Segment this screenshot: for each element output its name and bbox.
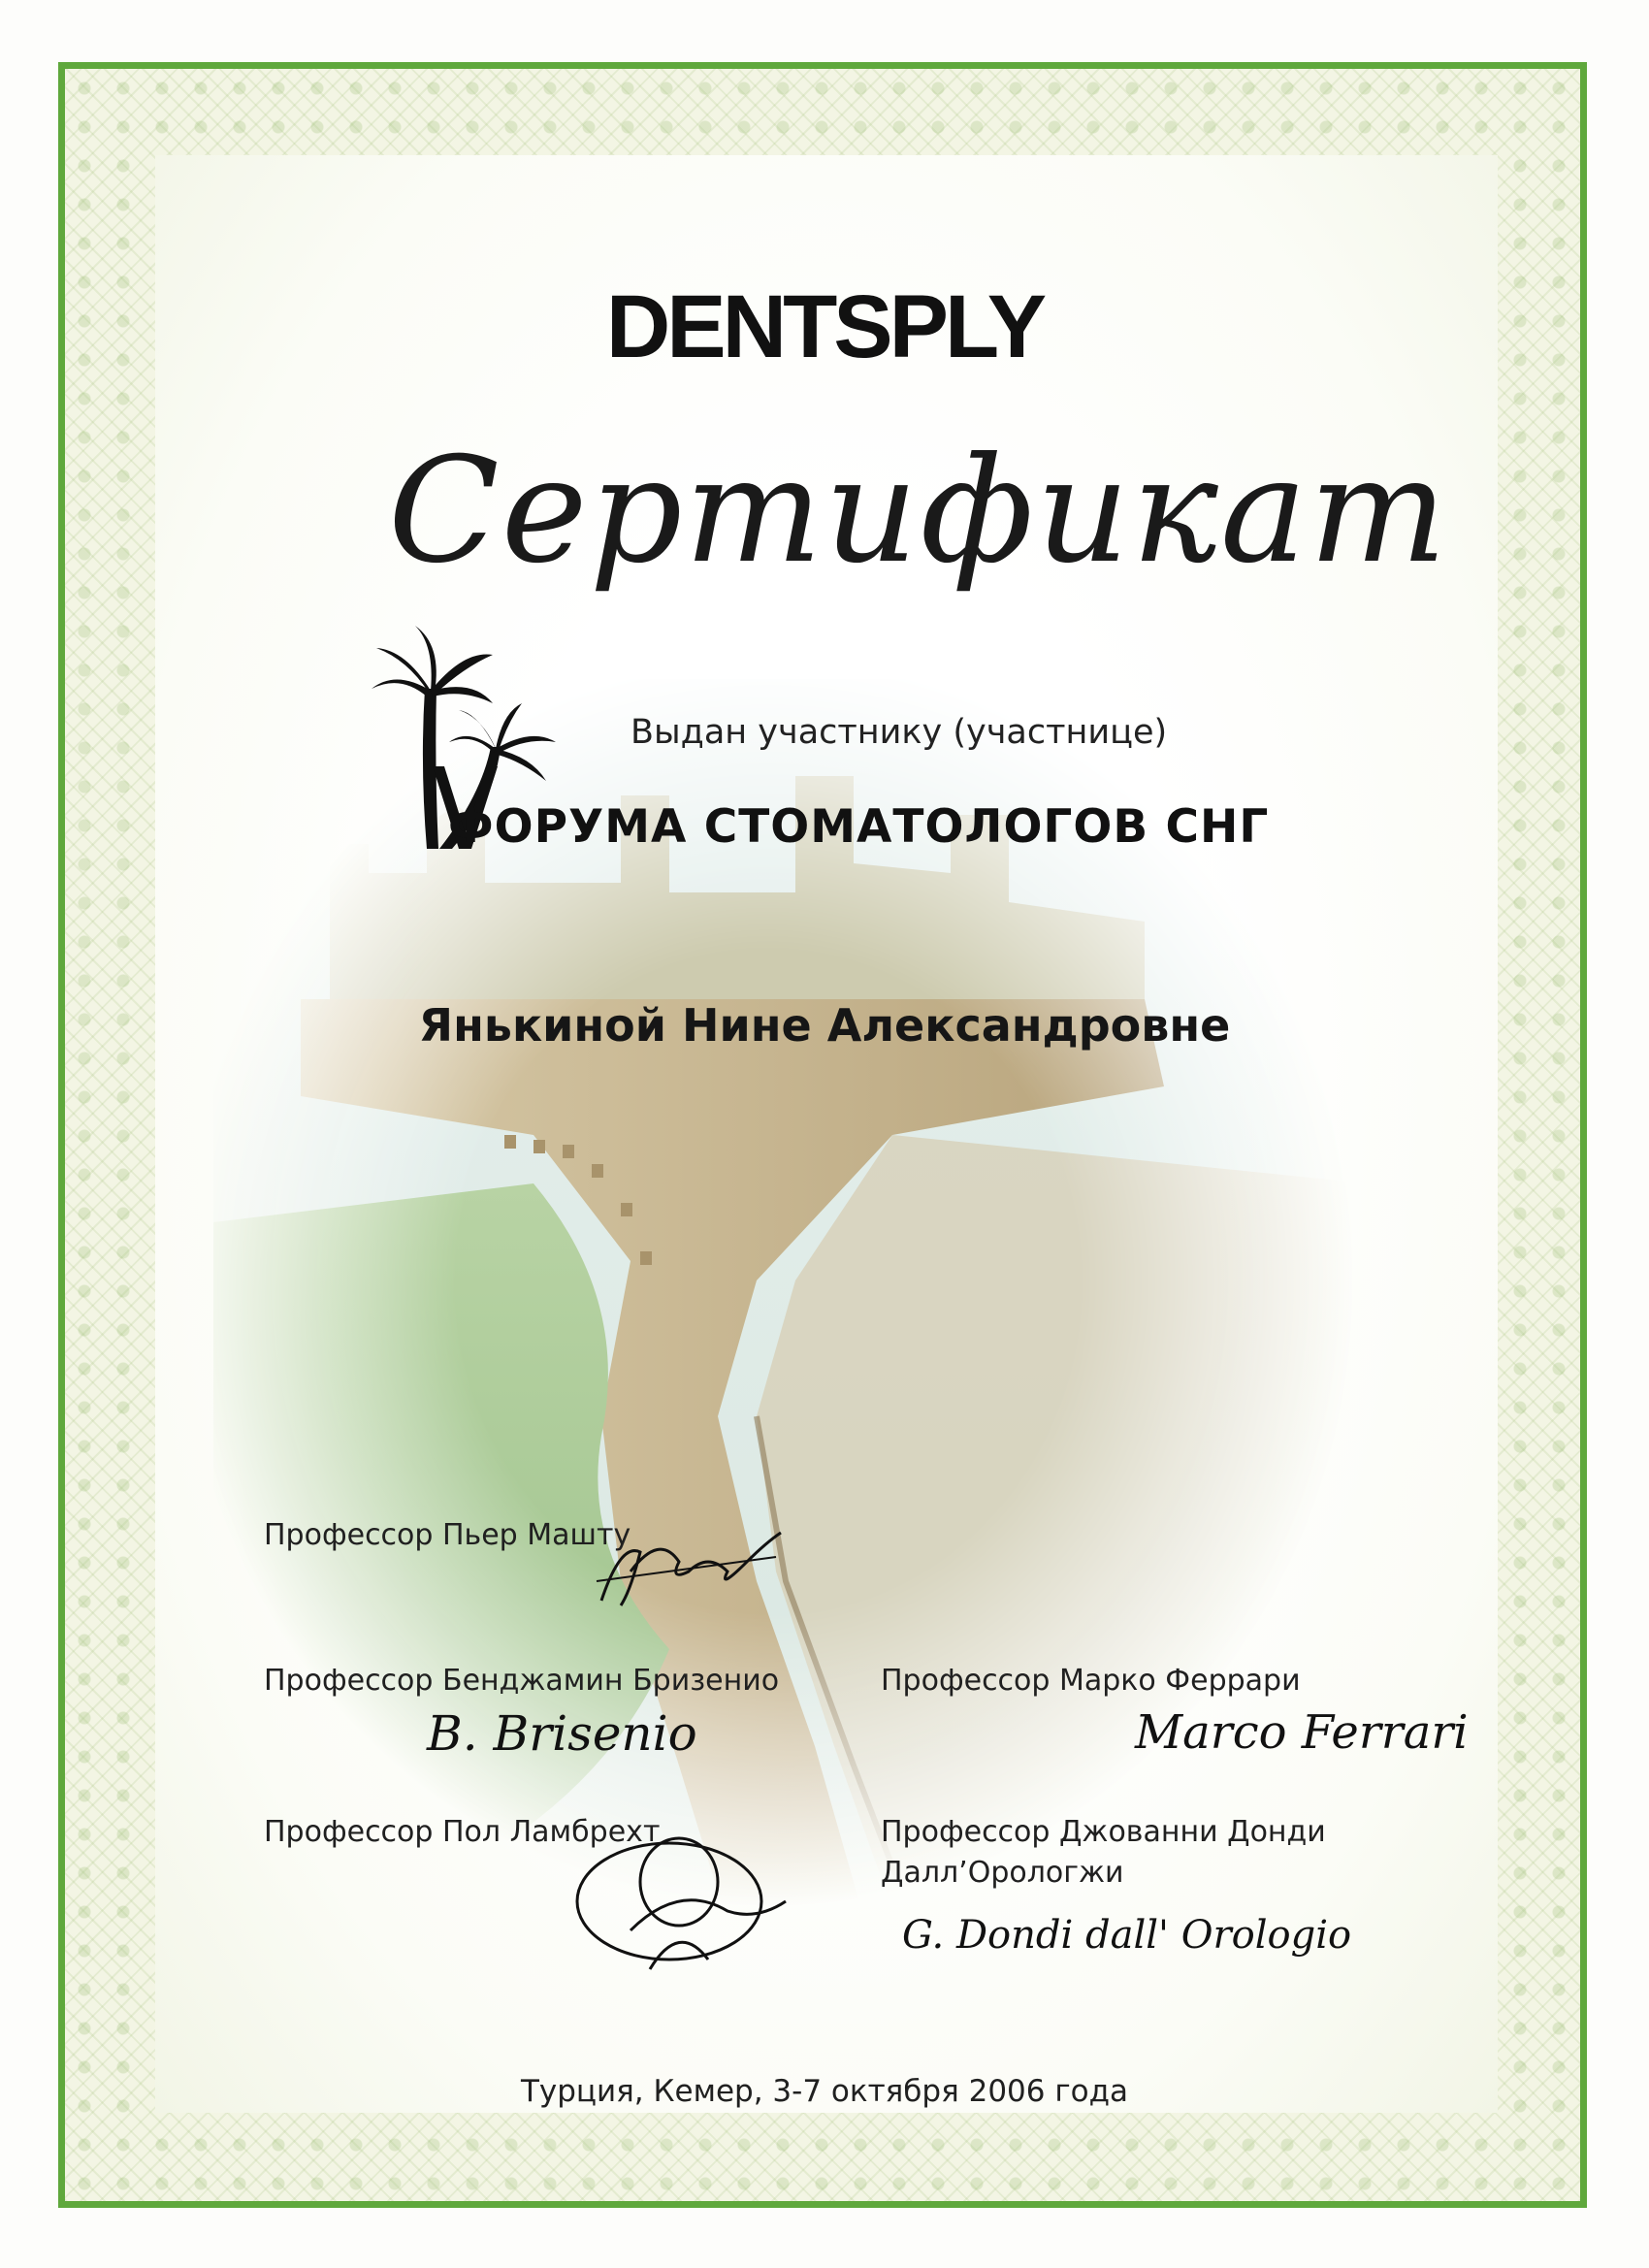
signatory-label: Профессор Марко Феррари — [881, 1664, 1301, 1698]
signature-image: Marco Ferrari — [1135, 1705, 1469, 1760]
recipient-name: Янькиной Нине Александровне — [418, 999, 1231, 1052]
issued-to-text: Выдан участнику (участнице) — [630, 713, 1168, 752]
signatory-label: Профессор Пьер Машту — [264, 1518, 631, 1552]
signature-image — [582, 1513, 795, 1630]
signature-image — [563, 1824, 815, 1998]
signature-image: G. Dondi dall' Orologio — [902, 1913, 1352, 1958]
certificate-title: Сертификат — [388, 427, 1449, 596]
event-location-date: Турция, Кемер, 3-7 октября 2006 года — [520, 2074, 1129, 2109]
dentsply-logo: DENTSPLY — [605, 277, 1044, 376]
signature-image: B. Brisenio — [427, 1705, 697, 1762]
signatory-label: Профессор Бенджамин Бризенио — [264, 1664, 780, 1698]
forum-name: ФОРУМА СТОМАТОЛОГОВ СНГ — [448, 800, 1270, 854]
signatory-label: Профессор Джованни Донди Далл’Орологжи — [881, 1815, 1326, 1890]
signatory-label: Профессор Пол Ламбрехт — [264, 1815, 661, 1849]
